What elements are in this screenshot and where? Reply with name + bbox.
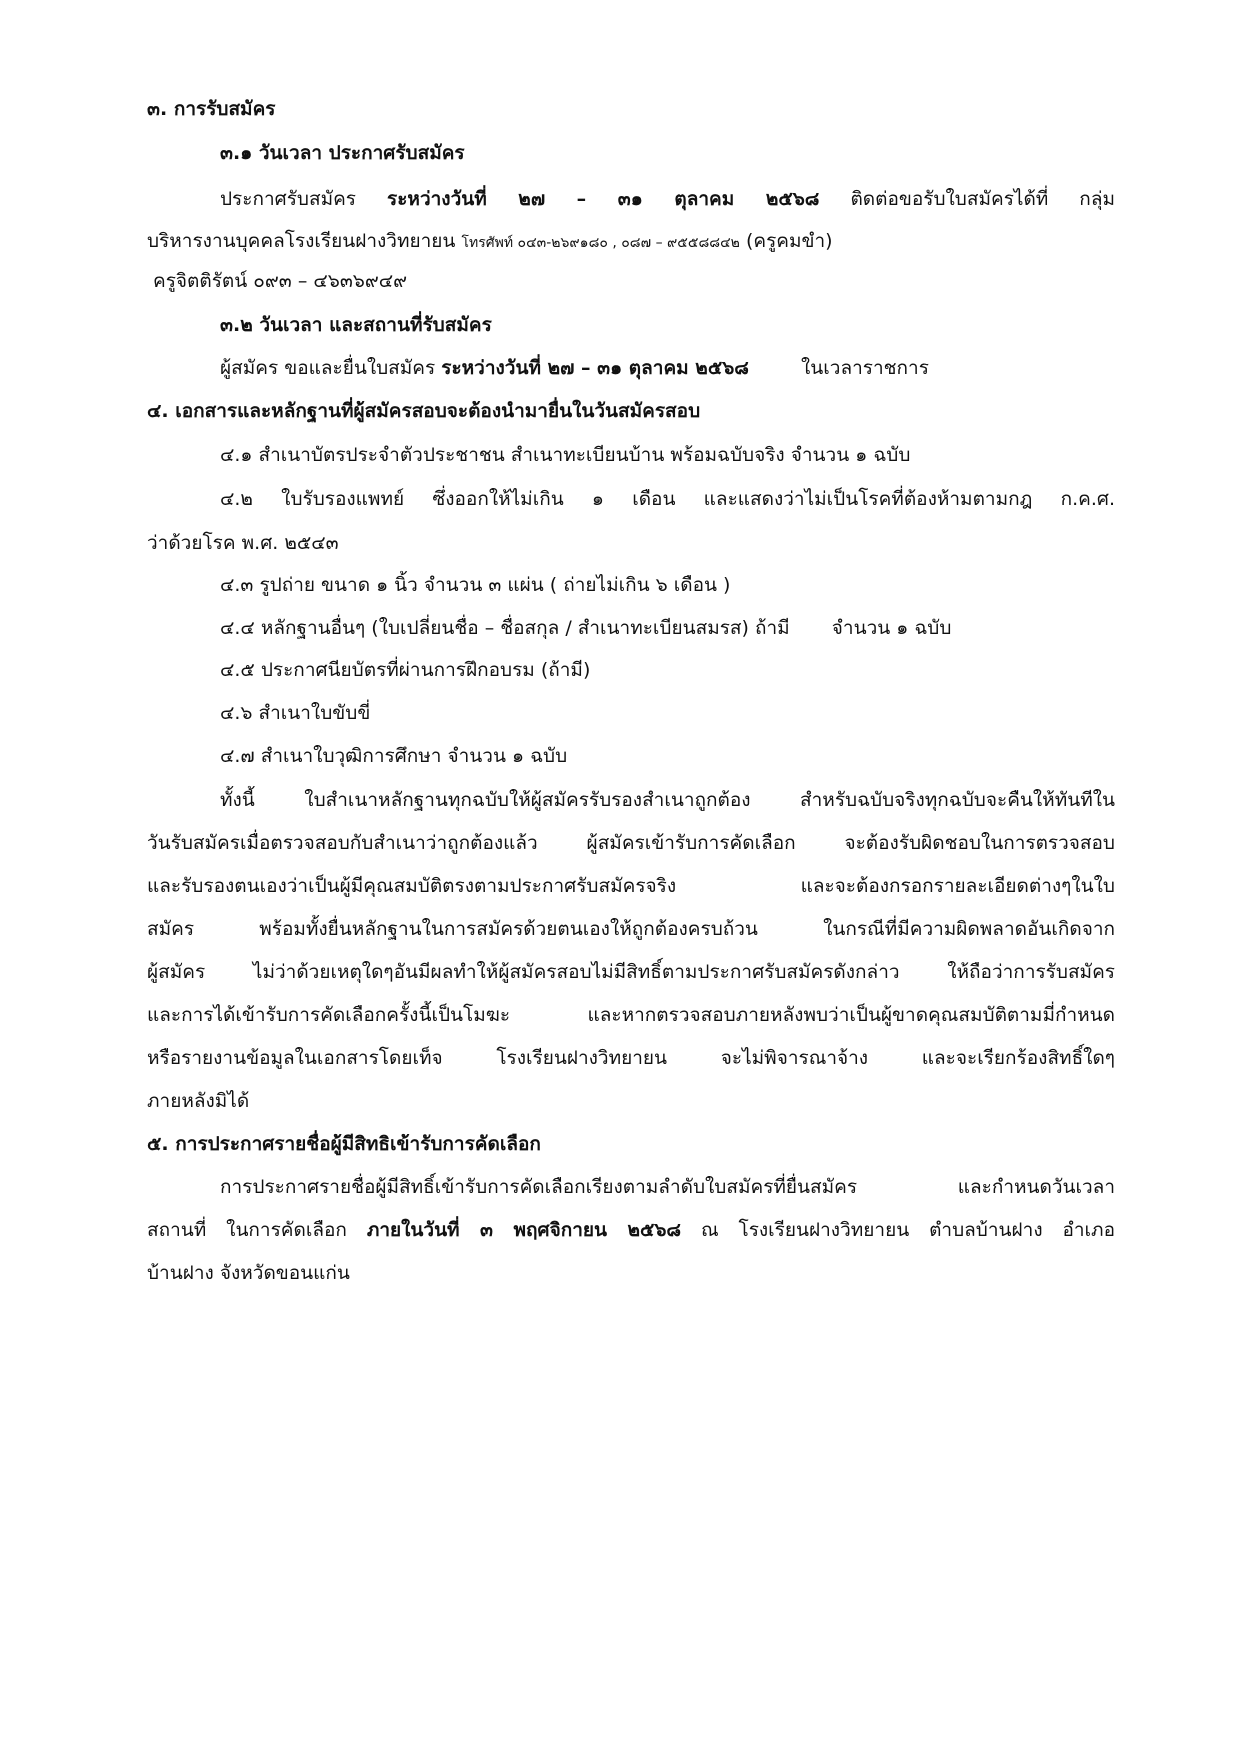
section-5-line-3: บ้านฝาง จังหวัดขอนแก่น (147, 1262, 350, 1284)
paragraph-line-8: ภายหลังมิได้ (147, 1090, 250, 1112)
paragraph-line-1: ทั้งนี้ ใบสำเนาหลักฐานทุกฉบับให้ผู้สมัครรับรองสำเนาถูกต้อง สำหรับฉบับจริงทุกฉบับจะคืนให้ทันทีใน (220, 789, 1115, 811)
paragraph-line-6: และการได้เข้ารับการคัดเลือกครั้งนี้เป็นโมฆะ และหากตรวจสอบภายหลังพบว่าเป็นผู้ขาดคุณสมบัติตามมี่กำหนด (147, 1004, 1115, 1026)
section-3-1-line-3: ครูจิตติรัตน์ ๐๙๓ – ๔๖๓๖๙๔๙ (153, 270, 408, 292)
section-3-heading: ๓. การรับสมัคร (147, 98, 276, 120)
section-4-heading: ๔. เอกสารและหลักฐานที่ผู้สมัครสอบจะต้องนำมายื่นในวันสมัครสอบ (147, 400, 701, 422)
text: ในเวลาราชการ (801, 357, 929, 379)
paragraph-line-2: วันรับสมัครเมื่อตรวจสอบกับสำเนาว่าถูกต้องแล้ว ผู้สมัครเข้ารับการคัดเลือก จะต้องรับผิดชอบในการตรวจสอบ (147, 832, 1115, 854)
section-3-1-line-2 (147, 228, 833, 254)
section-3-2-heading: ๓.๒ วันเวลา และสถานที่รับสมัคร (220, 314, 492, 336)
text: ประกาศรับสมัคร (220, 188, 357, 210)
text: สถานที่ ในการคัดเลือก (147, 1219, 347, 1241)
text: ผู้สมัคร ขอและยื่นใบสมัคร (220, 357, 436, 379)
announcement-date: ภายในวันที่ ๓ พฤศจิกายน ๒๕๖๘ (366, 1219, 682, 1241)
section-5-line-1: การประกาศรายชื่อผู้มีสิทธิ์เข้ารับการคัดเลือกเรียงตามลำดับใบสมัครที่ยื่นสมัคร และกำหนดวันเวลา (220, 1176, 1115, 1198)
paragraph-line-5: ผู้สมัคร ไม่ว่าด้วยเหตุใดๆอันมีผลทำให้ผู้สมัครสอบไม่มีสิทธิ์ตามประกาศรับสมัครดังกล่าว ให้ถือว่าการรับสมัคร (147, 961, 1115, 983)
paragraph-line-7: หรือรายงานข้อมูลในเอกสารโดยเท็จ โรงเรียนฝางวิทยายน จะไม่พิจารณาจ้าง และจะเรียกร้องสิทธิ์ใดๆ (147, 1047, 1115, 1069)
item-4-6: ๔.๖ สำเนาใบขับขี่ (220, 702, 371, 724)
item-4-4 (220, 615, 951, 641)
text: ณ โรงเรียนฝางวิทยายน ตำบลบ้านฝาง อำเภอ (700, 1219, 1115, 1241)
section-3-2-line-1 (220, 355, 929, 381)
section-3-1-heading: ๓.๑ วันเวลา ประกาศรับสมัคร (220, 142, 465, 164)
section-5-line-2 (147, 1217, 1115, 1243)
item-4-5: ๔.๕ ประกาศนียบัตรที่ผ่านการฝึกอบรม (ถ้ามี) (220, 659, 591, 681)
item-4-7: ๔.๗ สำเนาใบวุฒิการศึกษา จำนวน ๑ ฉบับ (220, 745, 568, 767)
item-4-2-line-2: ว่าด้วยโรค พ.ศ. ๒๕๔๓ (147, 532, 339, 554)
submission-period: ระหว่างวันที่ ๒๗ – ๓๑ ตุลาคม ๒๕๖๘ (441, 357, 749, 379)
text: จำนวน ๑ ฉบับ (831, 617, 952, 639)
paragraph-line-3: และรับรองตนเองว่าเป็นผู้มีคุณสมบัติตรงตามประกาศรับสมัครจริง และจะต้องกรอกรายละเอียดต่างๆในใบ (147, 875, 1115, 897)
item-4-1: ๔.๑ สำเนาบัตรประจำตัวประชาชน สำเนาทะเบียนบ้าน พร้อมฉบับจริง จำนวน ๑ ฉบับ (220, 444, 911, 466)
text: ติดต่อขอรับใบสมัครได้ที่ กลุ่ม (850, 188, 1115, 210)
section-5-heading: ๕. การประกาศรายชื่อผู้มีสิทธิเข้ารับการคัดเลือก (147, 1133, 541, 1155)
paragraph-line-4: สมัคร พร้อมทั้งยื่นหลักฐานในการสมัครด้วยตนเองให้ถูกต้องครบถ้วน ในกรณีที่มีความผิดพลาดอันเกิดจาก (147, 918, 1115, 940)
registration-period: ระหว่างวันที่ ๒๗ – ๓๑ ตุลาคม ๒๕๖๘ (387, 188, 820, 210)
item-4-3: ๔.๓ รูปถ่าย ขนาด ๑ นิ้ว จำนวน ๓ แผ่น ( ถ่ายไม่เกิน ๖ เดือน ) (220, 574, 731, 596)
contact-name: (ครูคมขำ) (745, 230, 833, 252)
section-3-1-line-1 (220, 186, 1115, 212)
text: ๔.๔ หลักฐานอื่นๆ (ใบเปลี่ยนชื่อ – ชื่อสกุล / สำเนาทะเบียนสมรส) ถ้ามี (220, 617, 790, 639)
item-4-2-line-1: ๔.๒ ใบรับรองแพทย์ ซึ่งออกให้ไม่เกิน ๑ เดือน และแสดงว่าไม่เป็นโรคที่ต้องห้ามตามกฎ ก.ค.ศ. (220, 488, 1115, 510)
phone-numbers: โทรศัพท์ ๐๔๓-๒๖๙๑๘๐ , ๐๘๗ – ๙๕๕๘๘๔๒ (461, 235, 740, 251)
text: บริหารงานบุคคลโรงเรียนฝางวิทยายน (147, 230, 456, 252)
